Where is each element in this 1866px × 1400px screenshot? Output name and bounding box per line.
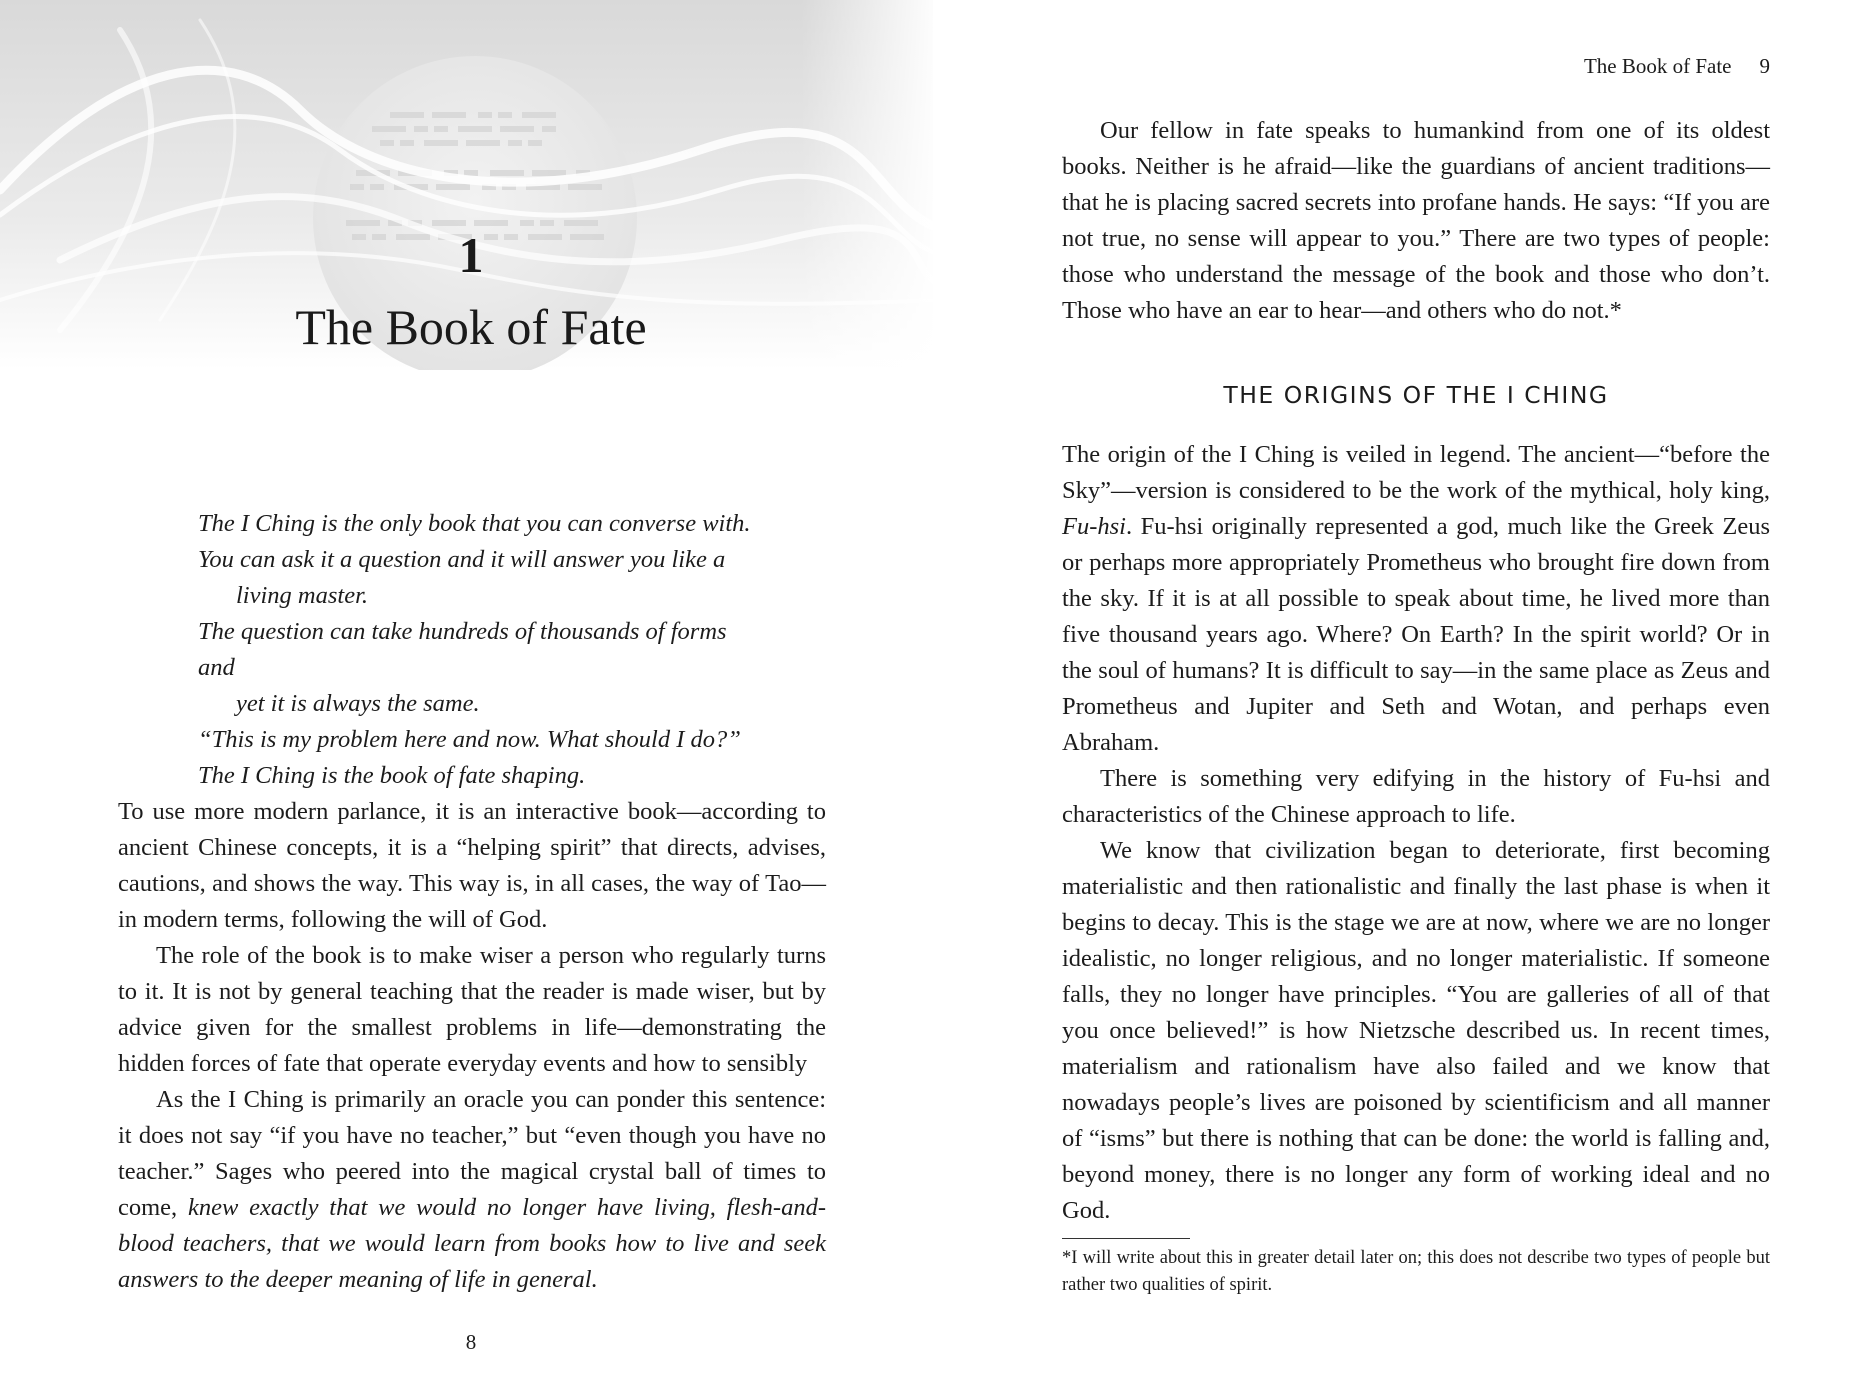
text-run: . Fu-hsi originally represented a god, much like the Greek Zeus or perhaps more appropriately Prometheus who brought fire down from the sky. If it is at all possible to speak about time, he lived more than five thousand years ago. Where? On Earth? In the spirit world? Or in the soul of humans? It is difficult to say—in the same place as Zeus and Prometheus and Jupiter and Seth and Wotan, and perhaps even Abraham.	[1062, 513, 1770, 756]
text-run: Our fellow in fate speaks to humankind from one of its oldest books. Neither is he afraid—like the guardians of ancient traditions—that he is placing sacred secrets into profane hands. He says: “If you are not true, no sense will appear to you.” There are two types of people: those who understand the message of the book and those who don’t. Those who have an ear to hear—and others who do not.*	[1062, 117, 1770, 324]
footnote: *I will write about this in greater detail later on; this does not describe two types of people but rather two qualities of spirit.	[1062, 1248, 1770, 1295]
right-page-intro	[1062, 113, 1770, 329]
epigraph-line: “This is my problem here and now. What should I do?”	[198, 726, 741, 753]
page-number-right: 9	[1759, 54, 1770, 78]
text-run: As the I Ching is primarily an oracle you can ponder this sentence: it does not say “if you have no teacher,” but “even though you have no teacher.” Sages who peered into the magical crystal ball of times to come,	[118, 1086, 826, 1221]
running-head-title: The Book of Fate	[1583, 54, 1732, 78]
text-run: The role of the book is to make wiser a person who regularly turns to it. It is not by general teaching that the reader is made wiser, but by advice given for the smallest problems in life—demonstrating the hidden forces of fate that operate everyday events and how to sensibly	[118, 942, 826, 1077]
epigraph	[198, 506, 758, 794]
text-run: The origin of the I Ching is veiled in legend. The ancient—“before the Sky”—version is considered to be the work of the mythical, holy king,	[1062, 441, 1770, 504]
text-run: There is something very edifying in the history of Fu-hsi and characteristics of the Chinese approach to life.	[1062, 765, 1770, 828]
text-run: We know that civilization began to deteriorate, first becoming materialistic and then rationalistic and finally the last phase is when it begins to decay. This is the stage we are at now, where we are no longer idealistic, no longer religious, and no longer materialistic. If someone falls, they no longer have principles. “You are galleries of all of that you once believed!” is how Nietzsche described us. In recent times, materialism and rationalism have also failed and we know that nowadays people’s lives are poisoned by scientificism and all manner of “isms” but there is nothing that can be done: the world is falling and, beyond money, there is no longer any form of working ideal and no God.	[1062, 837, 1770, 1224]
italic-text-run: Fu-hsi	[1062, 513, 1126, 540]
left-page-body	[118, 794, 826, 1298]
epigraph-line: You can ask it a question and it will answer you like a	[198, 546, 726, 573]
body-paragraph	[1062, 833, 1770, 1229]
body-paragraph	[1062, 437, 1770, 761]
text-run: To use more modern parlance, it is an interactive book—according to ancient Chinese concepts, it is a “helping spirit” that directs, advises, cautions, and shows the way. This way is, in all cases, the way of Tao—in modern terms, following the will of God.	[118, 798, 826, 933]
body-paragraph	[118, 794, 826, 938]
epigraph-line: The I Ching is the book of fate shaping.	[198, 762, 586, 789]
epigraph-line: The I Ching is the only book that you can converse with.	[198, 510, 751, 537]
epigraph-line: living master.	[236, 582, 369, 609]
chapter-title: The Book of Fate	[295, 299, 647, 355]
italic-text-run: knew exactly that we would no longer have living, flesh-and-blood teachers, that we would learn from books how to live and seek answers to the deeper meaning of life in general.	[118, 1194, 827, 1293]
epigraph-line: yet it is always the same.	[236, 690, 480, 717]
epigraph-line: The question can take hundreds of thousands of forms and	[198, 618, 727, 681]
running-head	[1584, 54, 1770, 79]
section-heading: THE ORIGINS OF THE I CHING	[1223, 381, 1609, 409]
body-paragraph	[1062, 113, 1770, 329]
page-number-left: 8	[465, 1330, 477, 1354]
body-paragraph	[118, 1082, 826, 1298]
footnote-divider	[1062, 1238, 1190, 1239]
body-paragraph	[1062, 761, 1770, 833]
chapter-number: 1	[458, 227, 484, 283]
body-paragraph	[118, 938, 826, 1082]
right-page-body	[1062, 437, 1770, 1229]
